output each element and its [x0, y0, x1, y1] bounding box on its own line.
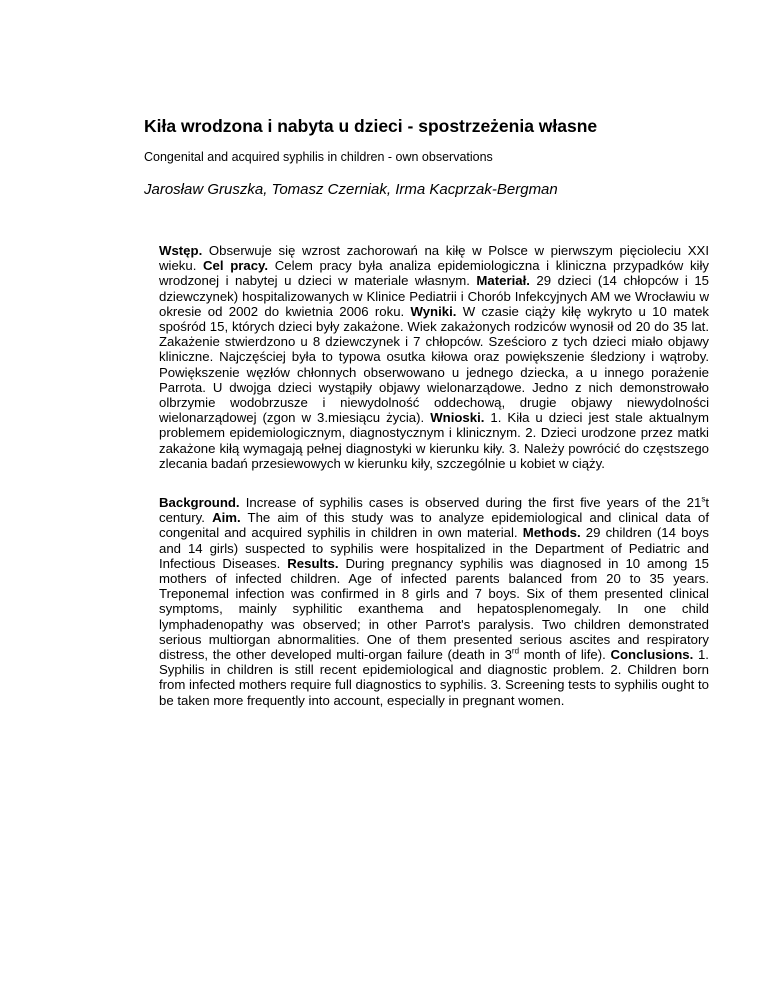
text-results-b: month of life).: [519, 647, 611, 663]
text-wstep: Obserwuje się wzrost zachorowań na kiłę w Polsce w pierwszym pięcioleciu XXI wieku.: [159, 243, 709, 274]
heading-cel-pracy: Cel pracy.: [203, 258, 269, 274]
heading-methods: Methods.: [522, 525, 581, 541]
abstract-english: [159, 495, 709, 708]
heading-wstep: Wstęp.: [159, 243, 203, 258]
text-results-sup: rd: [511, 646, 520, 656]
text-results-a: During pregnancy syphilis was diagnosed in 10 among 15 mothers of infected children. Age of infected parents balanced from 20 to 35 years. Treponemal infection was confirmed in 8 girls and 7 boys. Six of them presented clinical symptoms, mainly syphilitic exanthema and hepatosplenomegaly. In one child lymphadenopathy was observed; in other Parrot's paralysis. Two children demonstrated serious multiorgan abnormalities. One of them presented serious ascites and respiratory distress, the other developed multi-organ failure (death in 3: [159, 555, 709, 663]
text-wnioski: 1. Kiła u dzieci jest stale aktualnym problemem epidemiologicznym, diagnostycznym i klinicznym. 2. Dzieci urodzone przez matki zakażone kiłą wymagają pełnej diagnostyki w kierunku kiły. 3. Należy powrócić do częstszego zlecania badań przesiewowych w kierunku kiły, szczególnie u kobiet w ciąży.: [159, 410, 709, 471]
heading-conclusions: Conclusions.: [610, 647, 694, 663]
heading-results: Results.: [287, 555, 339, 571]
text-conclusions: 1. Syphilis in children is still recent epidemiological and diagnostic problem. 2. Children born from infected mothers require full diagnostics to syphilis. 3. Screening tests to syphilis ought to be taken more frequently into account, especially in pregnant women.: [159, 647, 709, 708]
text-material: 29 dzieci (14 chłopców i 15 dziewczynek) hospitalizowanych w Klinice Pediatrii i Chorób Infekcyjnych AM we Wrocławiu w okresie od 2002 do kwietnia 2006 roku.: [159, 273, 709, 319]
heading-wyniki: Wyniki.: [410, 303, 457, 319]
text-aim: The aim of this study was to analyze epidemiological and clinical data of congenital and acquired syphilis in children in own material.: [159, 510, 709, 541]
heading-material: Materiał.: [476, 273, 530, 289]
paper-subtitle: Congenital and acquired syphilis in children - own observations: [144, 150, 493, 164]
text-background-b: t century.: [159, 495, 709, 526]
heading-wnioski: Wnioski.: [430, 410, 485, 426]
heading-background: Background.: [159, 495, 240, 510]
text-background-a: Increase of syphilis cases is observed during the first five years of the 21: [239, 495, 702, 510]
abstract-polish: [159, 243, 709, 471]
paper-title: Kiła wrodzona i nabyta u dzieci - spostrzeżenia własne: [144, 116, 598, 136]
heading-aim: Aim.: [212, 510, 241, 526]
text-background-sup: s: [701, 494, 706, 504]
text-wyniki: W czasie ciąży kiłę wykryto u 10 matek spośród 15, których dzieci były zakażone. Wiek zakażonych rodziców wynosił od 20 do 35 lat. Zakażenie stwierdzono u 8 dziewczynek i 7 chłopców. Sześcioro z tych dzieci miało objawy kliniczne. Najczęściej była to typowa osutka kiłowa oraz powiększenie śledziony i wątroby. Powiększenie węzłów chłonnych obserwowano u jednego dziecka, a u innego porażenie Parrota. U dwojga dzieci wystąpiły objawy wielonarządowe. Jedno z nich demonstrowało olbrzymie wodobrzusze i niewydolność oddechową, drugie objawy niewydolności wielonarządowej (zgon w 3.miesiącu życia).: [159, 303, 709, 426]
paper-authors: Jarosław Gruszka, Tomasz Czerniak, Irma Kacprzak-Bergman: [144, 181, 558, 198]
text-cel-pracy: Celem pracy była analiza epidemiologiczna i kliniczna przypadków kiły wrodzonej i nabytej u dzieci w materiale własnym.: [159, 258, 710, 289]
text-methods: 29 children (14 boys and 14 girls) suspected to syphilis were hospitalized in the Department of Pediatric and Infectious Diseases.: [159, 525, 709, 571]
